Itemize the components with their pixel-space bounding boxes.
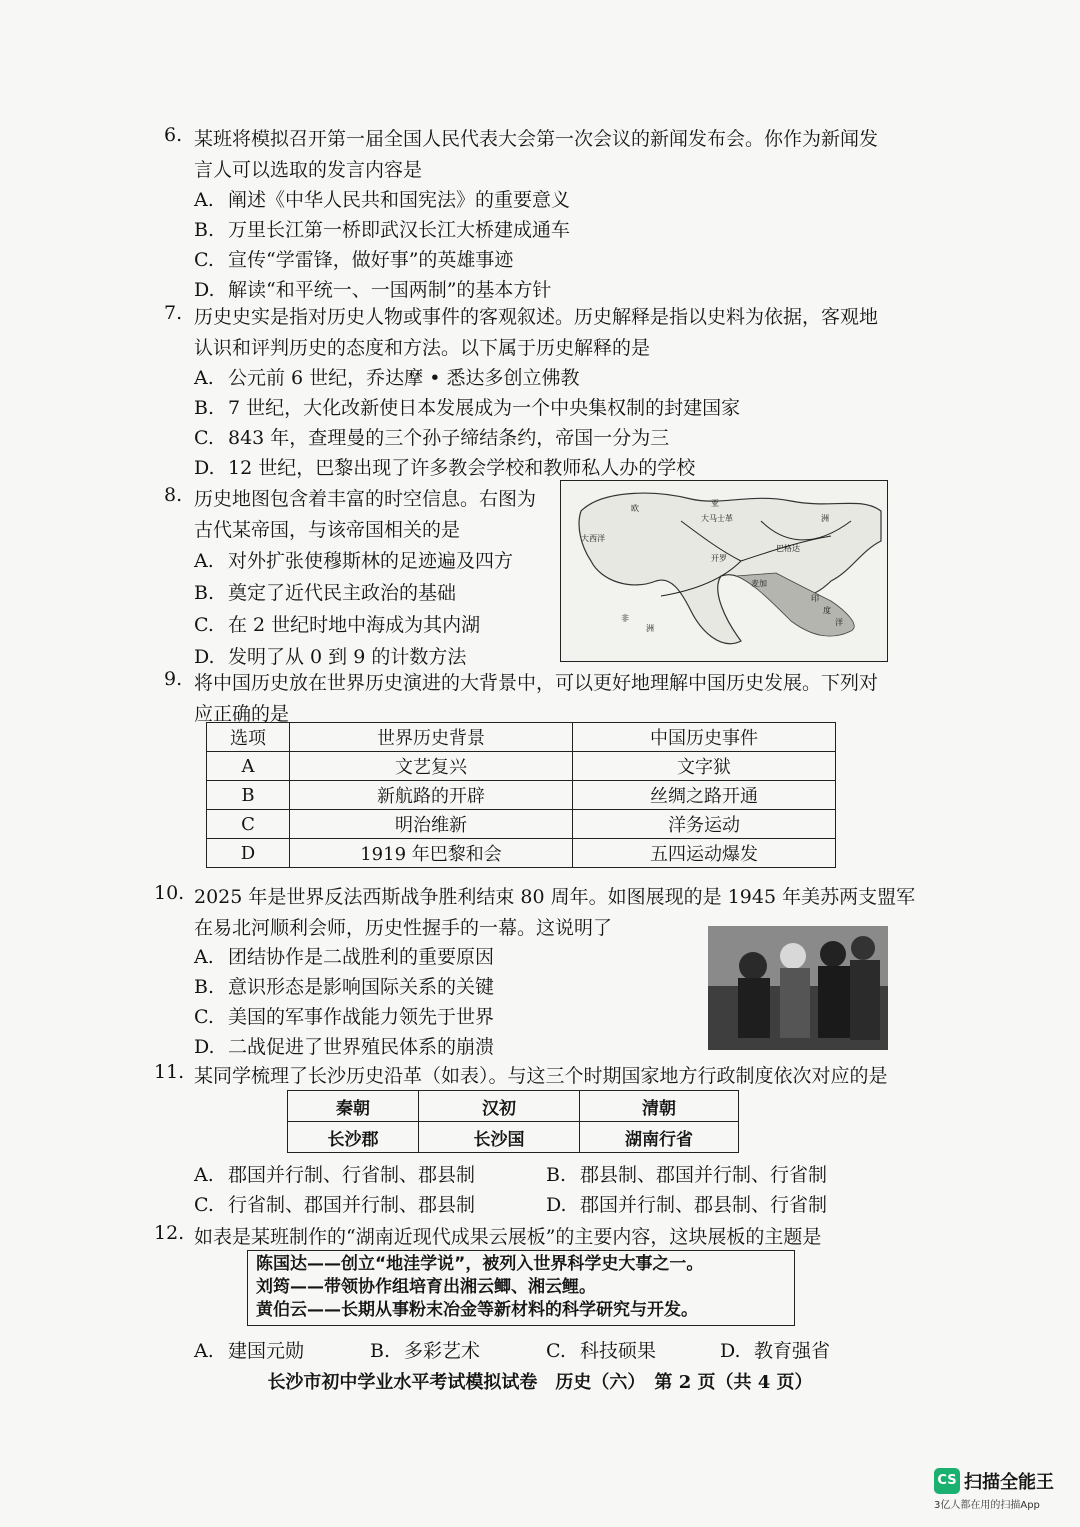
option-label: D. bbox=[720, 1340, 741, 1362]
soldier-body bbox=[850, 960, 880, 1040]
q8-option-d bbox=[194, 642, 466, 669]
empire-map-drawing bbox=[561, 481, 886, 660]
q6-stem-line1: 某班将模拟召开第一届全国人民代表大会第一次会议的新闻发布会。你作为新闻发 bbox=[194, 128, 879, 150]
option-text: 公元前 6 世纪，乔达摩 • 悉达多创立佛教 bbox=[228, 367, 580, 389]
q9-stem-line2: 应正确的是 bbox=[194, 703, 290, 725]
q6-option-c bbox=[194, 245, 513, 272]
option-text: 团结协作是二战胜利的重要原因 bbox=[228, 946, 495, 968]
q9-cell: 五四运动爆发 bbox=[573, 839, 836, 868]
option-label: C. bbox=[194, 249, 214, 271]
q7-option-a bbox=[194, 363, 579, 390]
q9-row bbox=[207, 781, 836, 810]
q11-header-cell: 清朝 bbox=[580, 1091, 739, 1122]
q12-stem-line1: 如表是某班制作的“湖南近现代成果云展板”的主要内容，这块展板的主题是 bbox=[194, 1226, 822, 1248]
q9-cell: 新航路的开辟 bbox=[290, 781, 573, 810]
q10-option-a bbox=[194, 942, 494, 969]
q6-option-a bbox=[194, 185, 570, 212]
q7-stem-line2: 认识和评判历史的态度和方法。以下属于历史解释的是 bbox=[194, 337, 651, 359]
option-text: 建国元勋 bbox=[228, 1340, 305, 1362]
map-label: 大西洋 bbox=[581, 534, 605, 543]
q6-option-d bbox=[194, 275, 551, 302]
q9-cell: B bbox=[207, 781, 290, 810]
q9-number: 9. bbox=[164, 668, 183, 690]
q9-row bbox=[207, 839, 836, 868]
map-label: 洲 bbox=[646, 624, 654, 633]
q9-cell: 1919 年巴黎和会 bbox=[290, 839, 573, 868]
option-text: 教育强省 bbox=[754, 1340, 831, 1362]
option-label: A. bbox=[194, 1164, 214, 1186]
option-label: A. bbox=[194, 367, 214, 389]
q11-number: 11. bbox=[154, 1061, 185, 1083]
q10-stem-line2: 在易北河顺利会师，历史性握手的一幕。这说明了 bbox=[194, 917, 613, 939]
q11-value-cell: 长沙国 bbox=[419, 1122, 580, 1153]
q8-stem-line1: 历史地图包含着丰富的时空信息。右图为 bbox=[194, 488, 537, 510]
q11-value-cell: 长沙郡 bbox=[288, 1122, 419, 1153]
option-label: A. bbox=[194, 550, 214, 572]
watermark-subtitle: 3亿人都在用的扫描App bbox=[934, 1500, 1040, 1511]
option-label: C. bbox=[194, 1006, 214, 1028]
map-label: 度 bbox=[823, 606, 831, 615]
q7-option-b bbox=[194, 393, 740, 420]
q11-header-row bbox=[288, 1091, 739, 1122]
q9-header-cell: 选项 bbox=[207, 723, 290, 752]
q11-option-c bbox=[194, 1190, 475, 1217]
q9-cell: 丝绸之路开通 bbox=[573, 781, 836, 810]
q9-header-cell: 世界历史背景 bbox=[290, 723, 573, 752]
option-text: 多彩艺术 bbox=[404, 1340, 481, 1362]
photo-drawing bbox=[708, 926, 888, 1050]
soldier-body bbox=[818, 966, 850, 1038]
option-label: A. bbox=[194, 1340, 214, 1362]
q12-option-c bbox=[546, 1336, 656, 1363]
q11-option-a bbox=[194, 1160, 475, 1187]
q11-header-cell: 秦朝 bbox=[288, 1091, 419, 1122]
option-text: 郡国并行制、行省制、郡县制 bbox=[228, 1164, 476, 1186]
map-label: 亚 bbox=[711, 499, 719, 508]
q9-cell: 洋务运动 bbox=[573, 810, 836, 839]
q9-stem-line1: 将中国历史放在世界历史演进的大背景中，可以更好地理解中国历史发展。下列对 bbox=[194, 672, 879, 694]
elbe-handshake-photo bbox=[708, 926, 888, 1050]
q9-cell: 文字狱 bbox=[573, 752, 836, 781]
q12-number: 12. bbox=[154, 1222, 185, 1244]
q7-stem-line1: 历史史实是指对历史人物或事件的客观叙述。历史解释是指以史料为依据，客观地 bbox=[194, 306, 879, 328]
q9-cell: D bbox=[207, 839, 290, 868]
q10-number: 10. bbox=[154, 882, 185, 904]
option-text: 行省制、郡国并行制、郡县制 bbox=[228, 1194, 476, 1216]
map-label: 洲 bbox=[821, 514, 829, 523]
option-text: 美国的军事作战能力领先于世界 bbox=[228, 1006, 495, 1028]
page-footer: 长沙市初中学业水平考试模拟试卷 历史（六） 第 2 页（共 4 页） bbox=[267, 1372, 813, 1393]
option-text: 解读“和平统一、一国两制”的基本方针 bbox=[228, 279, 552, 301]
option-text: 郡县制、郡国并行制、行省制 bbox=[580, 1164, 828, 1186]
option-label: B. bbox=[194, 397, 215, 419]
option-text: 科技硕果 bbox=[580, 1340, 657, 1362]
option-text: 发明了从 0 到 9 的计数方法 bbox=[228, 646, 467, 668]
option-text: 843 年，查理曼的三个孙子缔结条约，帝国一分为三 bbox=[228, 427, 670, 449]
q9-row bbox=[207, 810, 836, 839]
scanner-watermark bbox=[934, 1468, 1054, 1511]
q6-stem-line2: 言人可以选取的发言内容是 bbox=[194, 159, 423, 181]
option-label: B. bbox=[370, 1340, 391, 1362]
q10-option-b bbox=[194, 972, 494, 999]
q9-table-body bbox=[207, 752, 836, 868]
q8-option-b bbox=[194, 578, 456, 605]
q11-option-d bbox=[546, 1190, 827, 1217]
option-label: A. bbox=[194, 946, 214, 968]
soldier-figure bbox=[820, 941, 846, 967]
option-label: C. bbox=[194, 614, 214, 636]
option-label: C. bbox=[194, 427, 214, 449]
q11-table bbox=[287, 1090, 739, 1153]
q11-option-b bbox=[546, 1160, 827, 1187]
map-label: 大马士革 bbox=[701, 514, 733, 523]
cs-logo-icon: CS bbox=[934, 1468, 960, 1494]
option-label: D. bbox=[546, 1194, 567, 1216]
q12-content-box bbox=[247, 1250, 795, 1326]
map-label: 非 bbox=[621, 614, 629, 623]
watermark-brand: 扫描全能王 bbox=[964, 1472, 1054, 1493]
q11-value-row bbox=[288, 1122, 739, 1153]
map-label: 印 bbox=[811, 594, 819, 603]
option-label: D. bbox=[194, 646, 215, 668]
map-label: 开罗 bbox=[711, 554, 727, 563]
option-label: B. bbox=[194, 219, 215, 241]
option-label: C. bbox=[194, 1194, 214, 1216]
q9-row bbox=[207, 752, 836, 781]
option-text: 宣传“学雷锋，做好事”的英雄事迹 bbox=[228, 249, 514, 271]
q10-stem-line1: 2025 年是世界反法西斯战争胜利结束 80 周年。如图展现的是 1945 年美苏两支盟军 bbox=[194, 886, 916, 908]
q6-number: 6. bbox=[164, 124, 183, 146]
q8-number: 8. bbox=[164, 484, 183, 506]
q9-cell: C bbox=[207, 810, 290, 839]
q6-option-b bbox=[194, 215, 570, 242]
option-text: 万里长江第一桥即武汉长江大桥建成通车 bbox=[228, 219, 571, 241]
soldier-figure bbox=[851, 936, 875, 960]
option-text: 奠定了近代民主政治的基础 bbox=[228, 582, 457, 604]
q7-number: 7. bbox=[164, 302, 183, 324]
option-text: 对外扩张使穆斯林的足迹遍及四方 bbox=[228, 550, 514, 572]
q9-cell: 明治维新 bbox=[290, 810, 573, 839]
soldier-figure bbox=[739, 952, 767, 980]
option-text: 二战促进了世界殖民体系的崩溃 bbox=[228, 1036, 495, 1058]
soldier-body bbox=[780, 968, 810, 1038]
q9-header-row bbox=[207, 723, 836, 752]
q12-option-d bbox=[720, 1336, 830, 1363]
map-label: 巴格达 bbox=[776, 544, 800, 553]
map-label: 欧 bbox=[631, 504, 639, 513]
q9-table bbox=[206, 722, 836, 868]
option-text: 7 世纪，大化改新使日本发展成为一个中央集权制的封建国家 bbox=[228, 397, 741, 419]
q7-option-d bbox=[194, 453, 695, 480]
map-label: 麦加 bbox=[751, 579, 767, 588]
option-label: A. bbox=[194, 189, 214, 211]
map-label: 洋 bbox=[835, 618, 843, 627]
option-label: D. bbox=[194, 279, 215, 301]
q12-box-line: 陈国达——创立“地洼学说”，被列入世界科学史大事之一。 bbox=[256, 1254, 704, 1274]
q11-stem-line1: 某同学梳理了长沙历史沿革（如表）。与这三个时期国家地方行政制度依次对应的是 bbox=[194, 1065, 888, 1087]
q8-stem-line2: 古代某帝国，与该帝国相关的是 bbox=[194, 519, 461, 541]
q10-option-c bbox=[194, 1002, 494, 1029]
q12-option-b bbox=[370, 1336, 480, 1363]
option-text: 在 2 世纪时地中海成为其内湖 bbox=[228, 614, 481, 636]
q9-header-cell: 中国历史事件 bbox=[573, 723, 836, 752]
q7-option-c bbox=[194, 423, 669, 450]
q8-option-c bbox=[194, 610, 480, 637]
q8-option-a bbox=[194, 546, 513, 573]
q11-header-cell: 汉初 bbox=[419, 1091, 580, 1122]
q12-box-line: 刘筠——带领协作组培育出湘云鲫、湘云鲤。 bbox=[256, 1277, 596, 1297]
option-label: B. bbox=[546, 1164, 567, 1186]
soldier-figure bbox=[780, 943, 806, 969]
option-label: D. bbox=[194, 1036, 215, 1058]
option-text: 12 世纪，巴黎出现了许多教会学校和教师私人办的学校 bbox=[228, 457, 696, 479]
q12-box-line: 黄伯云——长期从事粉末冶金等新材料的科学研究与开发。 bbox=[256, 1300, 698, 1320]
q9-cell: A bbox=[207, 752, 290, 781]
option-text: 郡国并行制、郡县制、行省制 bbox=[580, 1194, 828, 1216]
soldier-body bbox=[738, 978, 770, 1038]
option-text: 阐述《中华人民共和国宪法》的重要意义 bbox=[228, 189, 571, 211]
q10-option-d bbox=[194, 1032, 494, 1059]
option-text: 意识形态是影响国际关系的关键 bbox=[228, 976, 495, 998]
option-label: B. bbox=[194, 976, 215, 998]
q12-option-a bbox=[194, 1336, 304, 1363]
empire-map bbox=[560, 480, 888, 662]
option-label: B. bbox=[194, 582, 215, 604]
q9-cell: 文艺复兴 bbox=[290, 752, 573, 781]
option-label: D. bbox=[194, 457, 215, 479]
option-label: C. bbox=[546, 1340, 566, 1362]
q11-value-cell: 湖南行省 bbox=[580, 1122, 739, 1153]
